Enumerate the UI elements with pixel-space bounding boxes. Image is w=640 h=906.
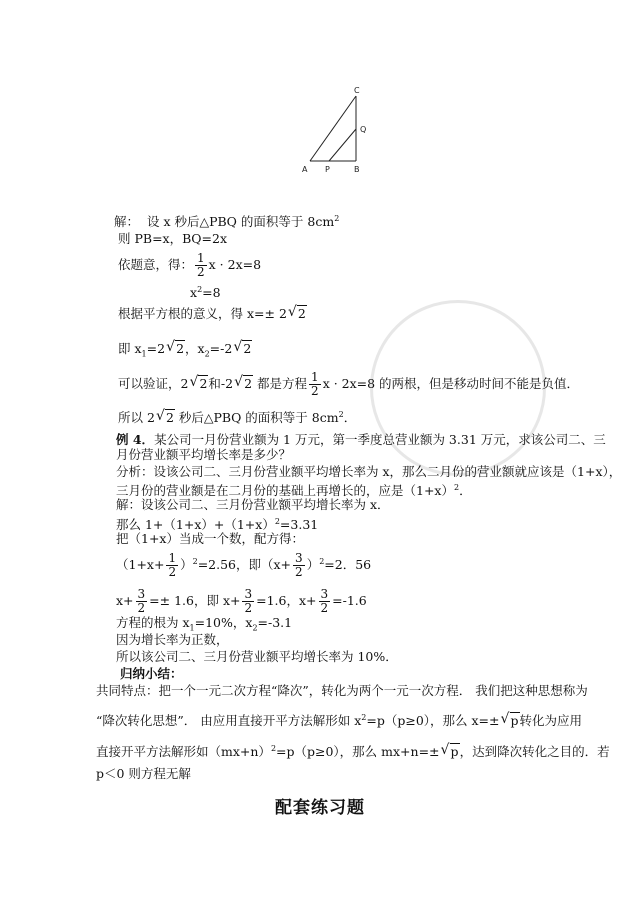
label-p: P: [325, 165, 330, 174]
example4-solution-8: 所以该公司二、三月份营业额平均增长率为 10%．: [116, 649, 398, 664]
solution-line-7: 可以验证，2√ 2和-2√ 2 都是方程 $\frac{1}{2}$ x · 2x=8 的两根，但是移动时间不能是负值．: [118, 371, 579, 398]
solution-line-6: 即 $x_1=2√$ 2，$x_2=-2√$ 2: [118, 341, 252, 363]
example4-analysis-1: 分析：设该公司二、三月份营业额平均增长率为 x，那么二月份的营业额就应该是（1+x），: [116, 464, 622, 479]
label-a: A: [302, 165, 308, 174]
section-title: 配套练习题: [275, 798, 365, 818]
solution-line-8: 所以 2√ 2 秒后△PBQ 的面积等于 $8cm^2$．: [118, 407, 356, 426]
example4-solution-2: 那么 $1+(1+x)+(1+x)^2=3.31$: [116, 517, 319, 533]
example4-solution-7: 因为增长率为正数，: [116, 632, 229, 647]
solution-line-3: 依题意，得： $\frac{1}{2}$ x · 2x=8: [118, 251, 262, 279]
example4-question-2: 月份营业额平均增长率是多少？: [116, 447, 292, 462]
example4-solution-5: x+ $\frac{3}{2}$ =± 1.6，即 x+ $\frac{3}{2}$ =1.6，x+ $\frac{3}{2}$ =-1.6: [116, 587, 367, 615]
solution-line-1: 解： 设 x 秒后△PBQ 的面积等于 $8cm^2$: [114, 214, 340, 230]
example4-solution-1: 解：设该公司二、三月份营业额平均增长率为 x．: [116, 497, 390, 512]
summary-heading: 归纳小结：: [120, 666, 183, 681]
solution-line-2: 则 PB=x，BQ=2x: [118, 231, 228, 246]
label-c: C: [354, 86, 360, 95]
label-q: Q: [360, 125, 367, 134]
example4-question-1: 例 4．某公司一月份营业额为 1 万元，第一季度总营业额为 3.31 万元，求该公司二、三: [116, 432, 606, 447]
example4-analysis-2: 三月份的营业额是在二月份的基础上再增长的，应是$(1+x)^2$．: [116, 483, 472, 499]
label-b: B: [354, 165, 360, 174]
triangle-figure: [296, 84, 376, 180]
summary-paragraph-2: “降次转化思想”． 由应用直接开平方法解形如 $x^2=p(p\ge 0)$，那么 x=±√ p转化为应用: [96, 710, 582, 729]
example4-solution-4: （1+x+ $\frac{1}{2}$ ）$^2$=2.56，即（x+ $\frac{3}{2}$ ）$^2$=2．56: [116, 551, 372, 579]
example4-solution-3: 把（1+x）当成一个数，配方得：: [116, 531, 304, 546]
solution-line-4: $x^2=8$: [190, 285, 221, 301]
summary-paragraph-3: 直接开平方法解形如$(mx+n)^2=p(p\ge 0)$，那么 mx+n=±√ p，达到降次转化之目的．若: [96, 741, 610, 760]
summary-paragraph-4: p＜0 则方程无解: [96, 766, 191, 781]
solution-line-5: 根据平方根的意义，得 x=± 2√ 2: [118, 306, 307, 322]
summary-paragraph-1: 共同特点：把一个一元二次方程“降次”，转化为两个一元一次方程． 我们把这种思想称为: [96, 683, 588, 698]
example4-solution-6: 方程的根为 $x_1=10\%$，$x_2=-3.1$: [116, 615, 293, 633]
